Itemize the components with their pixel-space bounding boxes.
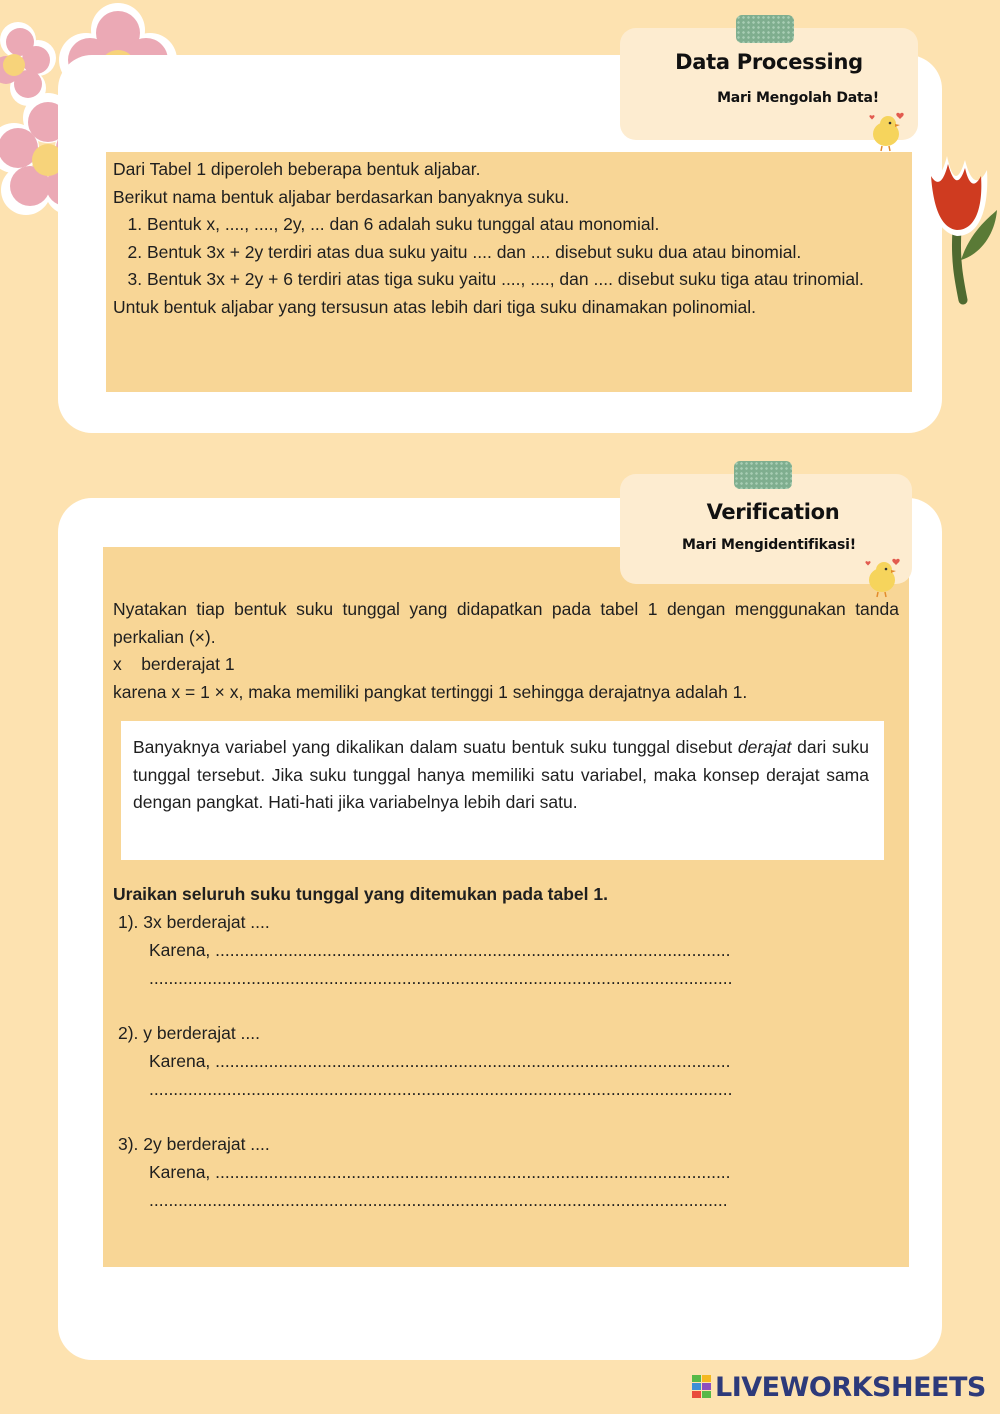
verification-text — [113, 596, 899, 706]
exercise-question: 2). y berderajat .... — [118, 1023, 261, 1043]
definition-box — [121, 721, 884, 860]
example-line — [113, 651, 899, 679]
exercise-question: 1). 3x berderajat .... — [118, 912, 270, 932]
answer-line[interactable]: ........................................................................................................................ — [149, 968, 733, 988]
section-title: Data Processing — [675, 50, 863, 74]
exercise-section — [113, 880, 903, 1241]
list-item: 3. Bentuk 3x + 2y + 6 terdiri atas tiga suku yaitu ...., ...., dan .... disebut suku tiga atau trinomial. — [147, 266, 899, 294]
chick-icon — [864, 110, 908, 154]
exercise-item — [113, 1130, 903, 1214]
tape-decoration — [734, 461, 792, 489]
exercise-title: Uraikan seluruh suku tunggal yang ditemukan pada tabel 1. — [113, 884, 608, 904]
instruction: Nyatakan tiap bentuk suku tunggal yang didapatkan pada tabel 1 dengan menggunakan tanda perkalian (×). — [113, 599, 899, 647]
chick-icon — [860, 556, 904, 600]
list-item: 1. Bentuk x, ...., ...., 2y, ... dan 6 adalah suku tunggal atau monomial. — [147, 211, 899, 239]
tape-decoration — [736, 15, 794, 43]
intro-line-1: Dari Tabel 1 diperoleh beberapa bentuk aljabar. — [113, 159, 481, 179]
list-item: 2. Bentuk 3x + 2y terdiri atas dua suku yaitu .... dan .... disebut suku dua atau binomial. — [147, 239, 899, 267]
definition-term: derajat — [737, 737, 792, 757]
section-subtitle: Mari Mengolah Data! — [717, 90, 879, 106]
tulip-decoration — [905, 150, 1000, 305]
answer-line[interactable]: Karena, .......................................................................................................... — [149, 940, 731, 960]
intro-line-2: Berikut nama bentuk aljabar berdasarkan banyaknya suku. — [113, 186, 570, 207]
algebra-form-list — [113, 211, 899, 294]
section-subtitle: Mari Mengidentifikasi! — [682, 537, 856, 553]
data-processing-text — [113, 156, 899, 321]
answer-line[interactable]: ........................................................................................................................ — [149, 1079, 733, 1099]
brand-name: LIVEWORKSHEETS — [715, 1372, 986, 1403]
definition-text — [133, 734, 869, 817]
example-degree: berderajat 1 — [141, 654, 235, 674]
definition-post: dari suku tunggal tersebut. Jika suku tunggal hanya memiliki satu variabel, maka konsep derajat sama dengan pangkat. Hati-hati jika variabelnya lebih dari satu. — [133, 737, 870, 812]
section-title: Verification — [706, 500, 840, 524]
outro-line: Untuk bentuk aljabar yang tersusun atas lebih dari tiga suku dinamakan polinomial. — [113, 296, 757, 317]
exercise-item — [113, 908, 903, 992]
liveworksheets-logo[interactable] — [692, 1372, 986, 1403]
exercise-question: 3). 2y berderajat .... — [118, 1134, 270, 1154]
example-term: x — [113, 654, 122, 674]
answer-line[interactable]: Karena, .......................................................................................................... — [149, 1162, 731, 1182]
definition-pre: Banyaknya variabel yang dikalikan dalam suatu bentuk suku tunggal disebut — [133, 737, 738, 757]
liveworksheets-icon — [692, 1375, 712, 1399]
answer-line[interactable]: Karena, .......................................................................................................... — [149, 1051, 731, 1071]
example-reason: karena x = 1 × x, maka memiliki pangkat tertinggi 1 sehingga derajatnya adalah 1. — [113, 681, 748, 702]
answer-line[interactable]: ....................................................................................................................... — [149, 1190, 728, 1210]
exercise-item — [113, 1019, 903, 1103]
